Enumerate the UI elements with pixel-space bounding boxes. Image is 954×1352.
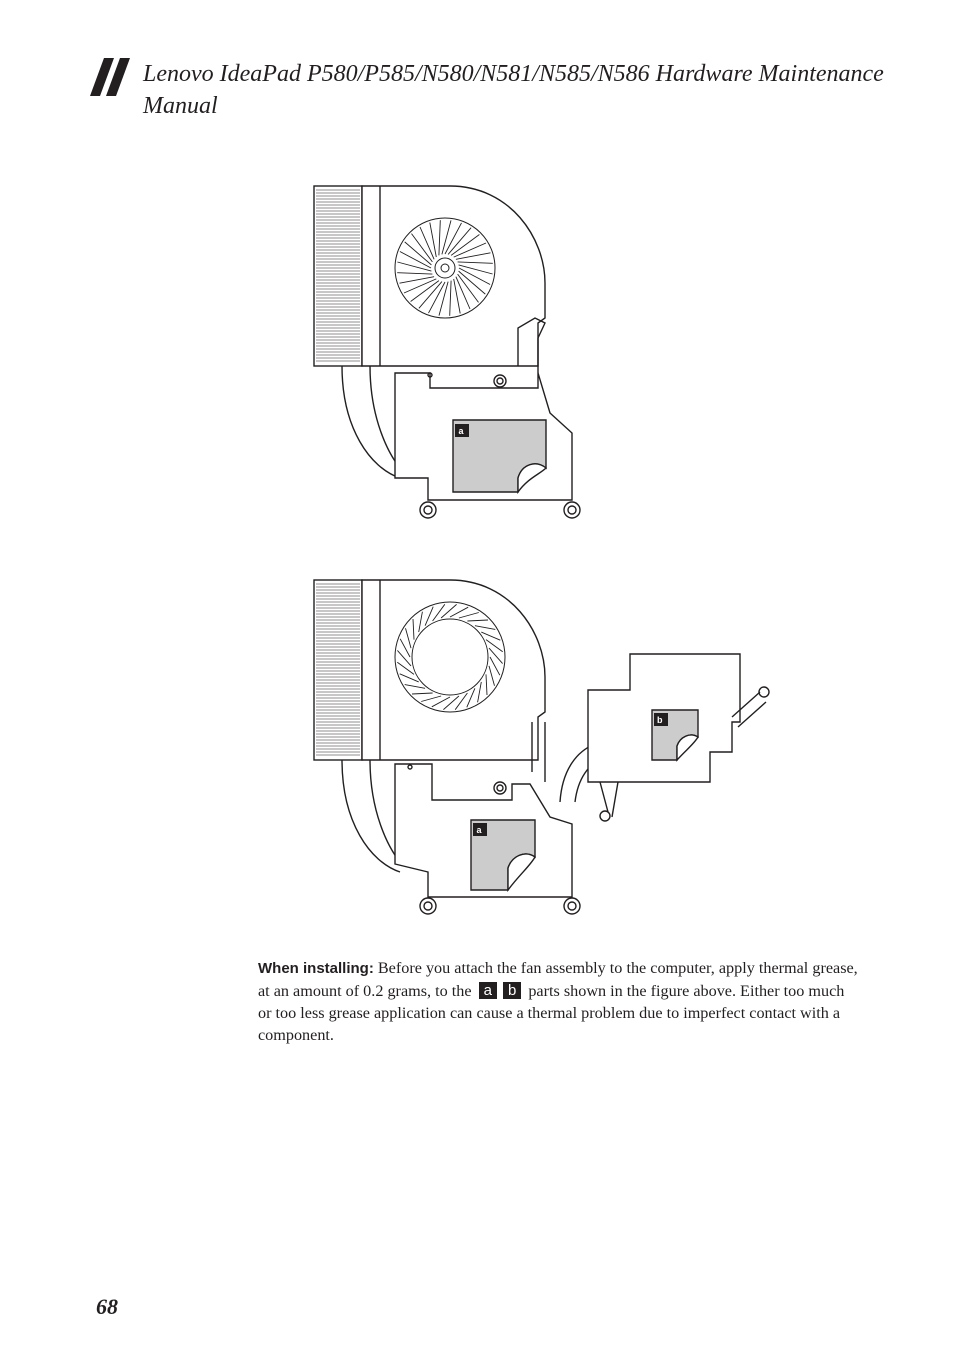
callout-b-label: b [657, 715, 663, 725]
radiator-fins [314, 186, 362, 366]
badge-b: b [503, 982, 521, 999]
callout-a-label: a [476, 825, 482, 835]
header-slash-mark [90, 58, 134, 96]
callout-a-label: a [458, 426, 464, 436]
radiator-fins [314, 580, 362, 760]
badge-a: a [479, 982, 497, 999]
installation-note [258, 957, 858, 1046]
fan-assembly-figure-bottom [300, 572, 780, 920]
note-label: When installing: [258, 960, 374, 977]
page-number: 68 [96, 1294, 118, 1319]
note-text-after: parts shown in the figure above. Either too much or too less grease application can cause a thermal problem due to imperfect contact with a component. [258, 982, 845, 1044]
fan-assembly-figure-top [300, 178, 600, 526]
note-text-before: Before you attach the fan assembly to the computer, apply thermal grease, at an amount of 0.2 grams, to the [258, 959, 858, 1000]
page-title: Lenovo IdeaPad P580/P585/N580/N581/N585/N586 Hardware Maintenance Manual [143, 61, 884, 119]
